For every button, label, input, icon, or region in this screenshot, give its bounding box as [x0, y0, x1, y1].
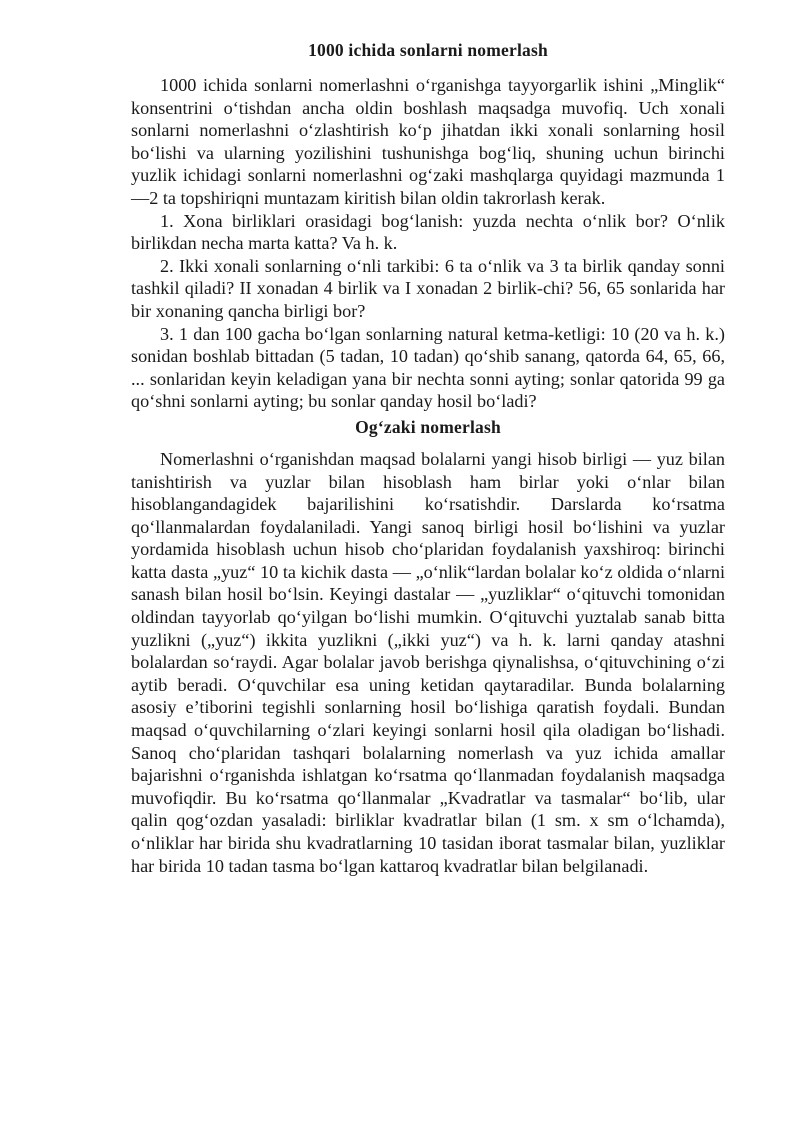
oral-paragraph: Nomerlashni o‘rganishdan maqsad bolalarni yangi hisob birligi — yuz bilan tanishtirish va yuzlar bilan hisoblash ham birlar yoki o‘nlar bilan hisoblangandagidek bajarilishini ko‘rsatishdir. Darslarda ko‘rsatma qo‘llanmalardan foydalaniladi. Yangi sanoq birligi hosil bo‘lishini va yuzlar yordamida hisoblash uchun hisob cho‘plaridan foydalanish yaxshiroq: birinchi katta dasta „yuz“ 10 ta kichik dasta — „o‘nlik“lardan bolalar ko‘z oldida o‘nlarni sanash bilan hosil bo‘lsin. Keyingi dastalar — „yuzliklar“ o‘qituvchi tomonidan oldindan tayyorlab qo‘yilgan bo‘lishi mumkin. O‘qituvchi yuztalab sanab bitta yuzlikni („yuz“) ikkita yuzlikni („ikki yuz“) va h. k. larni qanday atashni bolalardan so‘raydi. Agar bolalar javob berishga qiynalishsa, o‘qituvchining o‘zi aytib beradi. O‘quvchilar esa uning ketidan qaytaradilar. Bunda bolalarning asosiy e’tiborini tegishli sonlarning hosil bo‘lishiga qaratish foydali. Bundan maqsad o‘quvchilarning o‘zlari keyingi sonlarni hosil qila oladigan bo‘lishadi. Sanoq cho‘plaridan tashqari bolalarning nomerlash va yuz ichida amallar bajarishni o‘rganishda ishlatgan ko‘rsatma qo‘llanmadan foydalanish maqsadga muvofiqdir. Bu ko‘rsatma qo‘llanmalar „Kvadratlar va tasmalar“ bo‘lib, ular qalin qog‘ozdan yasaladi: birliklar kvadratlar bilan (1 sm. x sm o‘lchamda), o‘nliklar har birida shu kvadratlarning 10 tasidan iborat tasmalar bilan, yuzliklar har birida 10 tadan tasma bo‘lgan kattaroq kvadratlar bilan belgilanadi. — [131, 448, 725, 876]
list-item-1: 1. Xona birliklari orasidagi bog‘lanish: yuzda nechta o‘nlik bor? O‘nlik birlikdan necha marta katta? Va h. k. — [131, 210, 725, 254]
subsection-title: Og‘zaki nomerlash — [355, 416, 501, 437]
intro-paragraph: 1000 ichida sonlarni nomerlashni o‘rganishga tayyorgarlik ishini „Minglik“ konsentrini o‘tishdan ancha oldin boshlash maqsadga muvofiq. Uch xonali sonlarni nomerlashni o‘zlashtirish ko‘p jihatdan ikki xonali sonlarning hosil bo‘lishi va ularning yozilishini tushunishga bog‘liq, shuning uchun birinchi yuzlik ichidagi sonlarni nomerlashni og‘zaki mashqlarga quyidagi mazmunda 1—2 ta topshiriqni muntazam kiritish bilan oldin takrorlash kerak. — [131, 75, 725, 208]
list-item-2: 2. Ikki xonali sonlarning o‘nli tarkibi: 6 ta o‘nlik va 3 ta birlik qanday sonni tashkil qiladi? II xonadan 4 birlik va I xonadan 2 birlik-chi? 56, 65 sonlarida har bir xonaning qancha birligi bor? — [131, 255, 725, 321]
section-title: 1000 ichida sonlarni nomerlash — [308, 40, 548, 60]
page-content — [131, 38, 725, 877]
list-item-3: 3. 1 dan 100 gacha bo‘lgan sonlarning natural ketma-ketligi: 10 (20 va h. k.) sonidan boshlab bittadan (5 tadan, 10 tadan) qo‘shib sanang, qatorda 64, 65, 66, ... sonlaridan keyin keladigan yana bir nechta sonni ayting; sonlar qatorida 99 ga qo‘shni sonlarni ayting; bu sonlar qanday hosil bo‘ladi? — [131, 323, 725, 412]
